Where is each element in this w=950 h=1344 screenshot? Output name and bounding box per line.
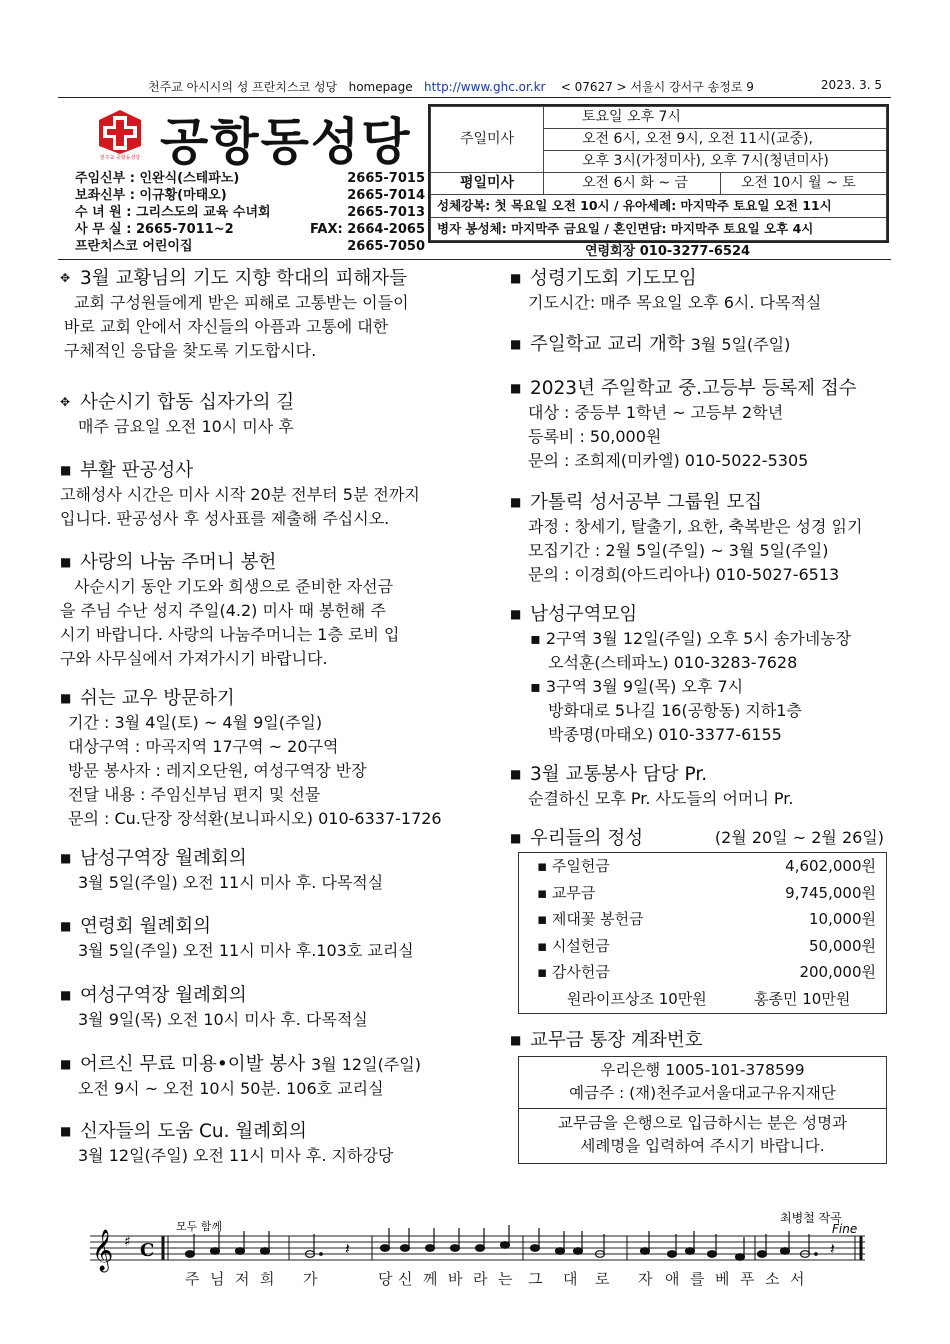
section-funeral-society-meeting: ■ 연령회 월례회의 3월 5일(주일) 오전 11시 미사 후.103호 교리실 xyxy=(60,914,460,963)
text-line: 시기 바랍니다. 사랑의 나눔주머니는 1층 로비 입 xyxy=(60,625,400,644)
text-line: 전달 내용 : 주임신부님 편지 및 선물 xyxy=(68,785,321,804)
text-line: 기도시간: 매주 목요일 오후 6시. 다목적실 xyxy=(528,293,822,312)
bank-note: 교무금을 은행으로 입금하시는 분은 성명과 xyxy=(557,1114,848,1132)
composer-credit: 최병철 작곡 xyxy=(780,1211,842,1225)
section-registration: ■ 2023년 주일학교 중.고등부 등록제 접수 대상 : 중등부 1학년 ~ 고등부 2학년 등록비 : 50,000원 문의 : 조희제(미카엘) 010-5022-5305 xyxy=(510,376,890,473)
text-line: 교회 구성원들에게 받은 피해로 고통받는 이들이 xyxy=(74,293,409,312)
section-confession: ■ 부활 판공성사 고해성사 시간은 미사 시작 20분 전부터 5분 전까지 입니다. 판공성사 후 성사표를 제출해 주십시오. xyxy=(60,458,460,531)
text-line: 순결하신 모후 Pr. 사도들의 어머니 Pr. xyxy=(528,789,794,808)
square-bullet-icon: ■ xyxy=(60,555,72,569)
staff-row: 주임신부 : 인완식(스테파노) 2665-7015 xyxy=(75,171,425,186)
staff-row: 프란치스코 어린이집 2665-7050 xyxy=(75,239,425,254)
bank-account-number: 우리은행 1005-101-378599 xyxy=(600,1061,805,1079)
section-sunday-school-opening: ■ 주일학교 교리 개학 3월 5일(주일) xyxy=(510,334,791,355)
fine-mark: Fine xyxy=(832,1222,858,1236)
lyric-syllable: 라 xyxy=(473,1270,488,1288)
text-line: ▪ 3구역 3월 9일(목) 오후 7시 xyxy=(530,677,744,696)
left-column xyxy=(60,266,460,1176)
text-line: 등록비 : 50,000원 xyxy=(528,427,662,446)
square-bullet-icon: ■ xyxy=(510,337,522,351)
weekday-mass-label: 평일미사 xyxy=(431,173,544,195)
lyric-syllable: 당 xyxy=(378,1270,393,1288)
issue-date: 2023. 3. 5 xyxy=(820,78,882,92)
text-line: ▪ 2구역 3월 12일(주일) 오후 5시 송가네농장 xyxy=(530,629,852,648)
text-line: 오석훈(스테파노) 010-3283-7628 xyxy=(548,653,798,672)
staff-row: 수 녀 원 : 그리스도의 교육 수녀회 2665-7013 xyxy=(75,205,425,220)
square-bullet-icon: ■ xyxy=(510,495,522,509)
music-score xyxy=(0,1200,950,1300)
time-signature-icon: C xyxy=(140,1240,155,1261)
text-line: 문의 : 이경희(아드리아나) 010-5027-6513 xyxy=(528,565,840,584)
notes xyxy=(186,1225,818,1260)
lyric-syllable: 서 xyxy=(790,1270,805,1288)
thanks-offering-details: 원라이프상조 10만원 홍종민 10만원 xyxy=(567,989,851,1008)
square-bullet-icon: ■ xyxy=(60,988,72,1002)
header-bottom-rule xyxy=(58,259,891,260)
offerings-table xyxy=(518,852,887,1014)
offering-row: ▪ 감사헌금 200,000원 xyxy=(537,963,876,981)
section-bank-account: ■ 교무금 통장 계좌번호 xyxy=(510,1030,703,1051)
staff-row: 보좌신부 : 이규황(마태오) 2665-7014 xyxy=(75,188,425,203)
lyric-syllable: 애 xyxy=(665,1270,680,1288)
text-line: 사순시기 동안 기도와 희생으로 준비한 자선금 xyxy=(74,577,394,596)
text-line: 3월 12일(주일) 오전 11시 미사 후. 지하강당 xyxy=(78,1146,394,1165)
offering-row: ▪ 시설헌금 50,000원 xyxy=(537,936,876,955)
lyric-syllable: 소 xyxy=(765,1270,780,1288)
lyric-syllable: 는 xyxy=(498,1270,513,1288)
lyric-syllable: 자 xyxy=(638,1270,653,1288)
section-love-pouch: ■ 사랑의 나눔 주머니 봉헌 사순시기 동안 기도와 희생으로 준비한 자선금 을 주님 수난 성지 주일(4.2) 미사 때 봉헌해 주 시기 바랍니다. 사랑의 나눔주머니는 1층 로비 입 구와 사무실에서 가져가시기 바랍니다. xyxy=(60,550,460,671)
sacrament-info-1: 성체강복: 첫 목요일 오전 10시 / 유아세례: 마지막주 토요일 오전 11시 xyxy=(431,195,887,218)
homepage-link[interactable]: http://www.ghc.or.kr xyxy=(424,80,546,94)
offering-period: (2월 20일 ~ 2월 26일) xyxy=(714,828,884,847)
treble-clef-icon: 𝄞 xyxy=(92,1230,114,1271)
section-prayer-intention: ✥ 3월 교황님의 기도 지향 학대의 피해자들 교회 구성원들에게 받은 피해로 고통받는 이들이 바로 교회 안에서 자신들의 아픔과 고통에 대한 구체적인 응답을 찾도록 기도합시다. xyxy=(60,266,460,363)
sharp-icon: ♯ xyxy=(124,1234,131,1250)
square-bullet-icon: ■ xyxy=(60,463,72,477)
text-line: 바로 교회 안에서 자신들의 아픔과 고통에 대한 xyxy=(64,317,389,336)
section-legion-meeting: ■ 신자들의 도움 Cu. 월례회의 3월 12일(주일) 오전 11시 미사 후. 지하강당 xyxy=(60,1119,460,1168)
rest-icon: 𝄽 xyxy=(830,1239,835,1258)
parish-name: 천주교 아시시의 성 프란치스코 성당 xyxy=(148,80,338,94)
page-title: 공항동성당 xyxy=(160,113,412,171)
section-male-leaders-meeting: ■ 남성구역장 월례회의 3월 5일(주일) 오전 11시 미사 후. 다목적실 xyxy=(60,846,460,895)
president-contact: 연령회장 010-3277-6524 xyxy=(585,244,751,259)
text-line: 오전 9시 ~ 오전 10시 50분. 106호 교리실 xyxy=(78,1079,384,1098)
sunday-mass-label: 주일미사 xyxy=(431,107,544,173)
sunday-mass-row: 오후 3시(가정미사), 오후 7시(청년미사) xyxy=(544,151,887,173)
lyric-syllable: 님 xyxy=(210,1270,225,1288)
staff-row: 사 무 실 : 2665-7011~2 FAX: 2664-2065 xyxy=(75,222,425,237)
text-line: 대상구역 : 마곡지역 17구역 ~ 20구역 xyxy=(68,737,339,756)
lyric-syllable: 신 xyxy=(398,1270,413,1288)
section-charismatic-prayer: ■ 성령기도회 기도모임 기도시간: 매주 목요일 오후 6시. 다목적실 xyxy=(510,266,890,315)
section-haircut-service: ■ 어르신 무료 미용•이발 봉사 3월 12일(주일) 오전 9시 ~ 오전 10시 50분. 106호 교리실 xyxy=(60,1052,460,1101)
address: < 07627 > 서울시 강서구 송정로 9 xyxy=(560,80,754,94)
lyric-syllable: 바 xyxy=(448,1270,463,1288)
section-visit-members: ■ 쉬는 교우 방문하기 기간 : 3월 4일(토) ~ 4월 9일(주일) 대상구역 : 마곡지역 17구역 ~ 20구역 방문 봉사자 : 레지오단원, 여성구역장 반장 전달 내용 : 주임신부님 편지 및 선물 문의 : Cu.단장 장석환(보니파시오) 010-6337-1726 xyxy=(60,686,460,831)
score-direction: 모두 함께 xyxy=(176,1220,223,1233)
lyric-syllable: 대 xyxy=(563,1270,578,1288)
mass-schedule xyxy=(428,104,889,243)
offering-row: ▪ 주일헌금 4,602,000원 xyxy=(537,857,876,875)
text-line: 박종명(마태오) 010-3377-6155 xyxy=(548,725,782,744)
bank-note: 세례명을 입력하여 주시기 바랍니다. xyxy=(580,1137,825,1155)
rest-icon: 𝄽 xyxy=(345,1239,350,1258)
text-line: 구와 사무실에서 가져가시기 바랍니다. xyxy=(60,649,328,668)
text-line: 기간 : 3월 4일(토) ~ 4월 9일(주일) xyxy=(68,713,323,732)
section-female-leaders-meeting: ■ 여성구역장 월례회의 3월 9일(목) 오전 10시 미사 후. 다목적실 xyxy=(60,983,460,1032)
logo-caption: 천주교 공항동성당 xyxy=(99,155,141,160)
staff-directory xyxy=(75,170,425,255)
homepage-label: homepage xyxy=(348,80,413,94)
text-line: 구체적인 응답을 찾도록 기도합시다. xyxy=(64,341,317,360)
square-bullet-icon: ■ xyxy=(510,831,522,845)
section-stations-of-cross: ✥ 사순시기 합동 십자가의 길 매주 금요일 오전 10시 미사 후 xyxy=(60,390,460,439)
text-line: 입니다. 판공성사 후 성사표를 제출해 주십시오. xyxy=(60,509,390,528)
square-bullet-icon: ■ xyxy=(510,381,522,395)
sacrament-info-2: 병자 봉성체: 마지막주 금요일 / 혼인면담: 마지막주 토요일 오후 4시 xyxy=(431,218,887,241)
weekday-mass-a: 오전 6시 화 ~ 금 xyxy=(544,173,721,195)
offering-row: ▪ 교무금 9,745,000원 xyxy=(537,883,876,902)
score-lyrics xyxy=(185,1270,805,1288)
lyric-syllable: 주 xyxy=(185,1270,200,1288)
bank-account-box xyxy=(518,1056,887,1164)
square-bullet-icon: ■ xyxy=(60,1124,72,1138)
text-line: 문의 : Cu.단장 장석환(보니파시오) 010-6337-1726 xyxy=(68,809,442,828)
square-bullet-icon: ■ xyxy=(510,1033,522,1047)
lyric-syllable: 희 xyxy=(260,1270,275,1288)
lyric-syllable: 베 xyxy=(715,1270,730,1288)
square-bullet-icon: ■ xyxy=(60,919,72,933)
offering-row: ▪ 제대꽃 봉헌금 10,000원 xyxy=(537,910,876,928)
diamond-bullet-icon: ✥ xyxy=(60,395,71,409)
account-holder: 예금주 : (재)천주교서울대교구유지재단 xyxy=(569,1084,836,1102)
text-line: 3월 5일(주일) 오전 11시 미사 후. 다목적실 xyxy=(78,873,384,892)
square-bullet-icon: ■ xyxy=(60,691,72,705)
sunday-mass-row: 오전 6시, 오전 9시, 오전 11시(교중), xyxy=(544,129,887,151)
square-bullet-icon: ■ xyxy=(60,851,72,865)
lyric-syllable: 푸 xyxy=(740,1270,755,1288)
text-line: 3월 9일(목) 오전 10시 미사 후. 다목적실 xyxy=(78,1010,368,1029)
square-bullet-icon: ■ xyxy=(510,767,522,781)
lyric-syllable: 를 xyxy=(690,1270,705,1288)
text-line: 모집기간 : 2월 5일(주일) ~ 3월 5일(주일) xyxy=(528,541,829,560)
lyric-syllable: 그 xyxy=(528,1270,543,1288)
lyric-syllable: 께 xyxy=(423,1270,438,1288)
text-line: 방문 봉사자 : 레지오단원, 여성구역장 반장 xyxy=(68,761,367,780)
text-line: 대상 : 중등부 1학년 ~ 고등부 2학년 xyxy=(528,403,784,422)
lyric-syllable: 저 xyxy=(235,1270,250,1288)
text-line: 3월 5일(주일) 오전 11시 미사 후.103호 교리실 xyxy=(78,941,414,960)
sunday-mass-row: 토요일 오후 7시 xyxy=(544,107,887,129)
text-line: 방화대로 5나길 16(공항동) 지하1층 xyxy=(548,701,802,720)
diamond-bullet-icon: ✥ xyxy=(60,271,71,285)
section-traffic-service: ■ 3월 교통봉사 담당 Pr. 순결하신 모후 Pr. 사도들의 어머니 Pr. xyxy=(510,762,890,811)
square-bullet-icon: ■ xyxy=(510,271,522,285)
square-bullet-icon: ■ xyxy=(60,1057,72,1071)
text-line: 문의 : 조희제(미카엘) 010-5022-5305 xyxy=(528,451,809,470)
section-bible-study: ■ 가톨릭 성서공부 그룹원 모집 과정 : 창세기, 탈출기, 요한, 축복받은 성경 읽기 모집기간 : 2월 5일(주일) ~ 3월 5일(주일) 문의 : 이경희(아드리아나) 010-5027-6513 xyxy=(510,490,890,587)
text-line: 을 주님 수난 성지 주일(4.2) 미사 때 봉헌해 주 xyxy=(60,601,386,620)
text-line: 매주 금요일 오전 10시 미사 후 xyxy=(78,417,294,436)
weekday-mass-b: 오전 10시 월 ~ 토 xyxy=(720,173,886,195)
lyric-syllable: 가 xyxy=(303,1270,318,1288)
text-line: 고해성사 시간은 미사 시작 20분 전부터 5분 전까지 xyxy=(60,485,420,504)
lyric-syllable: 로 xyxy=(595,1270,610,1288)
square-bullet-icon: ■ xyxy=(510,607,522,621)
header-rule xyxy=(58,97,891,98)
text-line: 과정 : 창세기, 탈출기, 요한, 축복받은 성경 읽기 xyxy=(528,517,863,536)
section-offerings: ■ 우리들의 정성 (2월 20일 ~ 2월 26일) xyxy=(510,828,884,849)
parish-logo xyxy=(95,108,145,160)
section-men-district-meeting: ■ 남성구역모임 ▪ 2구역 3월 12일(주일) 오후 5시 송가네농장 오석훈(스테파노) 010-3283-7628 ▪ 3구역 3월 9일(목) 오후 7시 방화대로 5나길 16(공항동) 지하1층 박종명(마태오) 010-3377-6155 xyxy=(510,602,890,747)
